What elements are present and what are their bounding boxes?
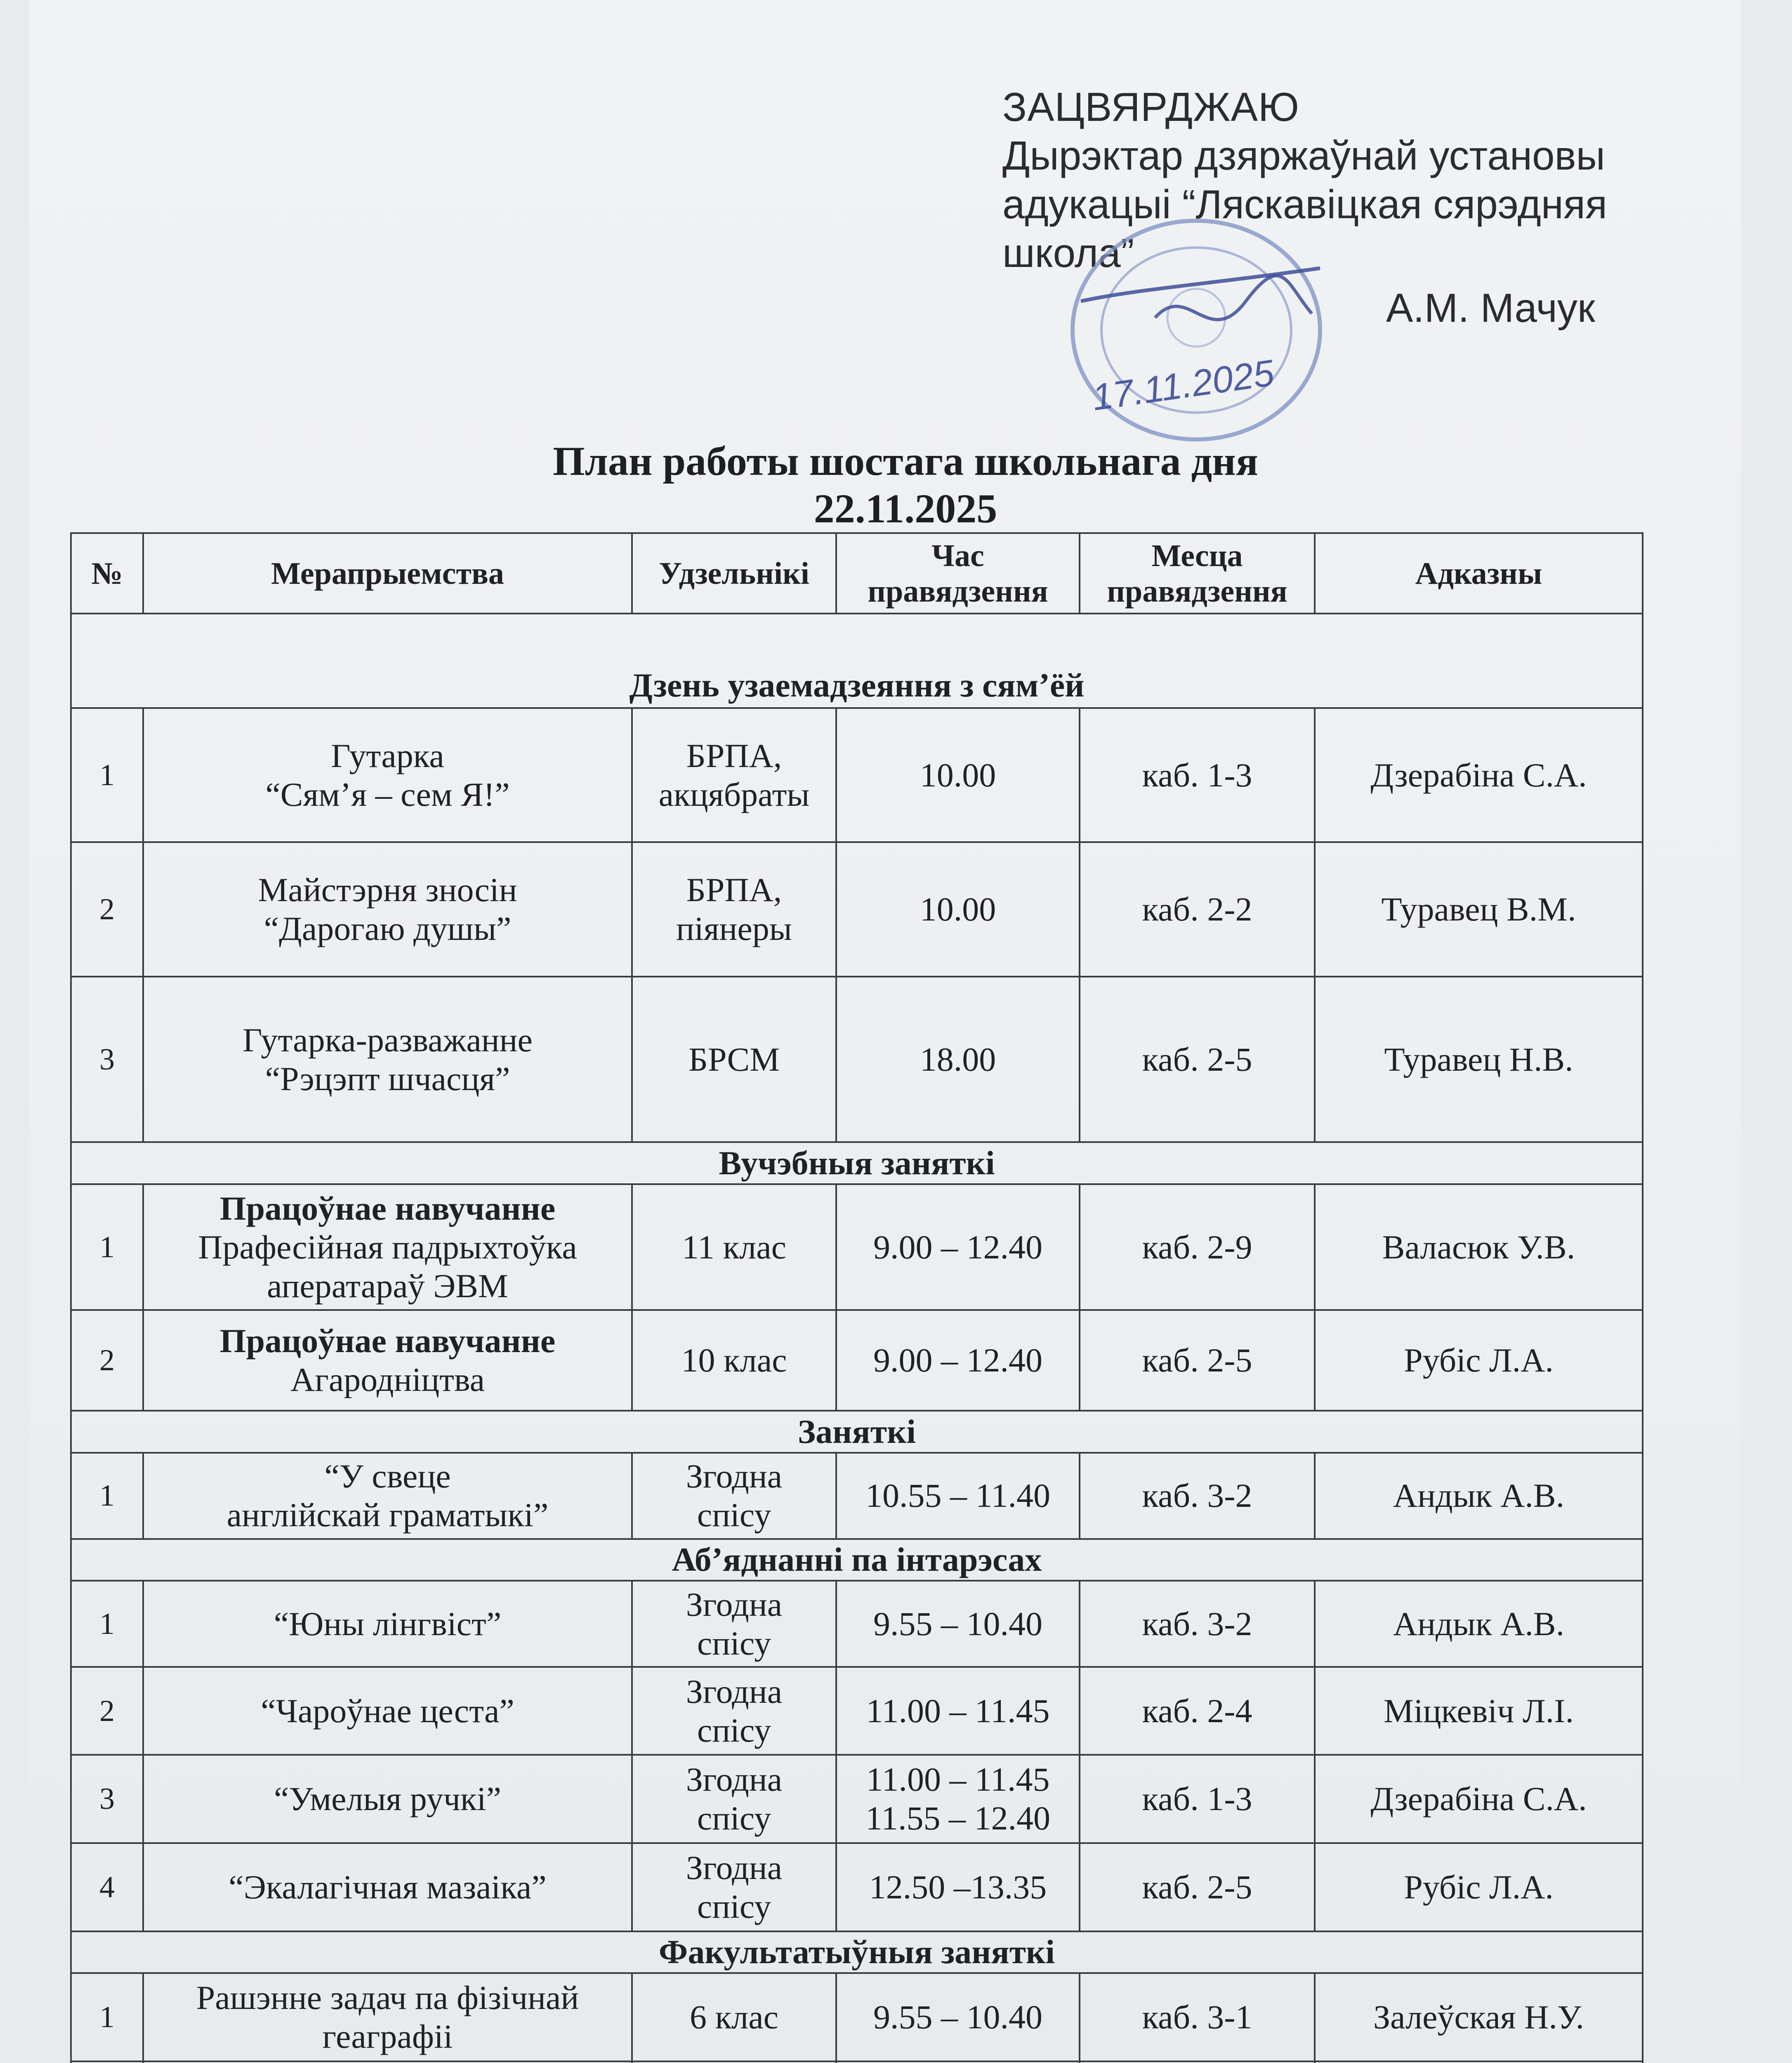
place-cell: каб. 2-5 [1080, 1310, 1315, 1411]
time-cell [836, 708, 1080, 842]
participants-line: Згодна [686, 1672, 783, 1710]
time-cell [836, 1973, 1080, 2061]
section-title: Заняткі [71, 1411, 1643, 1453]
event-line: “Экалагічная мазаіка” [229, 1868, 547, 1906]
participants-cell [632, 1755, 836, 1843]
participants-line: БРПА, [686, 736, 782, 774]
table-header-row [71, 533, 1643, 614]
header-place: Месца правядзення [1080, 533, 1315, 614]
event-cell [143, 1973, 632, 2061]
section-row [71, 1539, 1643, 1581]
responsible-cell: Залеўская Н.У. [1315, 1973, 1643, 2061]
event-line: Гутарка [331, 736, 444, 774]
participants-line: 10 клас [681, 1341, 787, 1379]
participants-line: 11 клас [681, 1228, 786, 1266]
section-row [71, 614, 1643, 708]
responsible-cell: Андык А.В. [1315, 1453, 1643, 1539]
row-number: 1 [71, 1453, 143, 1539]
plan-table [70, 532, 1643, 2063]
page-title: План работы шостага школьнага дня [553, 438, 1258, 484]
participants-line: БРСМ [688, 1040, 780, 1078]
time-cell [836, 1453, 1080, 1539]
event-cell [143, 1667, 632, 1755]
time-cell [836, 1755, 1080, 1843]
event-cell [143, 1184, 632, 1310]
responsible-cell: Туравец Н.В. [1315, 977, 1643, 1142]
event-line: “Сям’я – сем Я!” [265, 775, 510, 813]
time-line: 9.55 – 10.40 [873, 1605, 1042, 1643]
responsible-cell: Дзерабіна С.А. [1315, 1755, 1643, 1843]
event-cell [143, 2061, 632, 2063]
place-cell [1080, 2061, 1315, 2063]
responsible-cell: Міцкевіч Л.І. [1315, 1667, 1643, 1755]
time-cell [836, 1581, 1080, 1667]
approval-line-3: школа” [1002, 230, 1134, 276]
participants-line: акцябраты [658, 775, 810, 813]
approval-line-1: Дырэктар дзяржаўнай установы [1002, 133, 1605, 178]
place-cell: каб. 2-5 [1080, 1843, 1315, 1931]
event-line: Гутарка-разважанне [243, 1021, 533, 1059]
responsible-cell: Дзерабіна С.А. [1315, 708, 1643, 842]
participants-cell [632, 1667, 836, 1755]
section-row [71, 1142, 1643, 1184]
time-line: 10.55 – 11.40 [865, 1477, 1050, 1515]
table-row [71, 1581, 1643, 1667]
participants-line: БРПА, [686, 871, 782, 909]
time-line: 11.00 – 11.45 [866, 1761, 1050, 1799]
event-cell [143, 1310, 632, 1411]
time-cell [836, 1310, 1080, 1411]
participants-line: спісу [697, 1799, 771, 1837]
section-title: Аб’яднанні па інтарэсах [71, 1539, 1643, 1581]
event-cell [143, 1581, 632, 1667]
participants-cell [632, 2061, 836, 2063]
participants-cell [632, 1973, 836, 2061]
event-cell [143, 1755, 632, 1843]
section-row [71, 1411, 1643, 1453]
time-line: 9.00 – 12.40 [873, 1228, 1042, 1266]
section-title: Факультатыўныя заняткі [71, 1931, 1643, 1973]
table-row [71, 977, 1643, 1142]
participants-line: спісу [697, 1496, 771, 1534]
event-line: аператараў ЭВМ [267, 1267, 508, 1305]
table-row [71, 1843, 1643, 1931]
table-row [71, 1310, 1643, 1411]
event-line: “У свеце [324, 1457, 451, 1495]
row-number: 3 [71, 977, 143, 1142]
responsible-cell: Туравец В.М. [1315, 842, 1643, 976]
event-line: Майстэрня зносін [258, 871, 517, 909]
row-number [71, 2061, 143, 2063]
event-line: Рашэнне задач па фізічнай [196, 1979, 579, 2016]
event-cell [143, 1843, 632, 1931]
participants-line: Згодна [686, 1761, 783, 1799]
event-cell [143, 708, 632, 842]
seal-stamp-icon [1031, 219, 1361, 450]
participants-cell [632, 977, 836, 1142]
table-row [71, 842, 1643, 976]
header-responsible: Адказны [1315, 533, 1643, 614]
section-row [71, 1931, 1643, 1973]
participants-line: Згодна [686, 1848, 783, 1886]
participants-line: спісу [697, 1711, 771, 1749]
event-line: “Чароўнае цеста” [261, 1692, 514, 1730]
event-line: “Юны лінгвіст” [274, 1605, 502, 1643]
header-participants: Удзельнікі [632, 533, 836, 614]
participants-cell [632, 1184, 836, 1310]
event-line: англійскай граматыкі” [226, 1496, 549, 1534]
table-row [71, 1973, 1643, 2061]
table-row [71, 1755, 1643, 1843]
participants-cell [632, 1310, 836, 1411]
participants-line: Згодна [686, 1457, 783, 1495]
row-number: 1 [71, 1581, 143, 1667]
event-cell [143, 977, 632, 1142]
time-line: 10.00 [920, 890, 996, 928]
time-line: 12.50 –13.35 [869, 1868, 1047, 1906]
event-cell [143, 1453, 632, 1539]
participants-line: піянеры [676, 910, 792, 947]
row-number: 1 [71, 1184, 143, 1310]
event-line: Прафесійная падрыхтоўка [198, 1228, 577, 1266]
row-number: 3 [71, 1755, 143, 1843]
responsible-cell: Андык А.В. [1315, 1581, 1643, 1667]
time-line: 9.55 – 10.40 [873, 1998, 1042, 2036]
time-line: 11.55 – 12.40 [865, 1799, 1050, 1837]
time-cell [836, 977, 1080, 1142]
participants-cell [632, 708, 836, 842]
approval-line-2: адукацыі “Ляскавіцкая сярэдняя [1002, 182, 1607, 227]
responsible-cell: Рубіс Л.А. [1315, 1310, 1643, 1411]
event-line: “Дарогаю душы” [264, 910, 512, 947]
place-cell: каб. 2-9 [1080, 1184, 1315, 1310]
time-line: 11.00 – 11.45 [866, 1692, 1050, 1730]
row-number: 1 [71, 1973, 143, 2061]
header-event: Мерапрыемства [143, 533, 632, 614]
row-number: 1 [71, 708, 143, 842]
participants-line: 6 клас [689, 1998, 779, 2036]
participants-line: спісу [697, 1624, 771, 1662]
event-line: Агароднiцтва [290, 1361, 485, 1399]
stamp-date: 17.11.2025 [1089, 352, 1277, 419]
place-cell: каб. 1-3 [1080, 708, 1315, 842]
page-date: 22.11.2025 [813, 486, 997, 531]
header-time: Час правядзення [836, 533, 1080, 614]
place-cell: каб. 3-1 [1080, 1973, 1315, 2061]
time-cell [836, 1667, 1080, 1755]
place-cell: каб. 2-4 [1080, 1667, 1315, 1755]
time-line: 9.00 – 12.40 [873, 1341, 1042, 1379]
row-number: 2 [71, 842, 143, 976]
participants-cell [632, 1843, 836, 1931]
place-cell: каб. 1-3 [1080, 1755, 1315, 1843]
place-cell: каб. 3-2 [1080, 1453, 1315, 1539]
place-cell: каб. 3-2 [1080, 1581, 1315, 1667]
row-number: 2 [71, 1310, 143, 1411]
event-cell [143, 842, 632, 976]
place-cell: каб. 2-5 [1080, 977, 1315, 1142]
approval-heading: ЗАЦВЯРДЖАЮ [1002, 84, 1299, 130]
participants-cell [632, 1581, 836, 1667]
row-number: 2 [71, 1667, 143, 1755]
event-category: Працоўнае навучанне [219, 1322, 556, 1360]
participants-cell [632, 1453, 836, 1539]
time-cell [836, 1184, 1080, 1310]
responsible-cell: Валасюк У.В. [1315, 1184, 1643, 1310]
event-line: “Рэцэпт шчасця” [265, 1060, 510, 1098]
participants-cell [632, 842, 836, 976]
place-cell: каб. 2-2 [1080, 842, 1315, 976]
participants-line: Згодна [686, 1585, 783, 1623]
table-row [71, 2061, 1643, 2063]
header-num: № [71, 533, 143, 614]
responsible-cell: Рубіс Л.А. [1315, 1843, 1643, 1931]
time-cell [836, 842, 1080, 976]
participants-line: спісу [697, 1887, 771, 1925]
time-line: 18.00 [920, 1040, 996, 1078]
table-row [71, 1667, 1643, 1755]
table-row [71, 1453, 1643, 1539]
signer-name: А.М. Мачук [1386, 285, 1595, 330]
row-number: 4 [71, 1843, 143, 1931]
responsible-cell [1315, 2061, 1643, 2063]
event-category: Працоўнае навучанне [219, 1189, 556, 1227]
time-cell [836, 1843, 1080, 1931]
section-title: Вучэбныя заняткі [71, 1142, 1643, 1184]
table-row [71, 708, 1643, 842]
time-line: 10.00 [920, 756, 996, 794]
event-line: “Умелыя ручкі” [274, 1780, 501, 1818]
section-title: Дзень узаемадзеяння з сям’ёй [71, 614, 1643, 708]
event-line: геаграфіі [322, 2018, 453, 2055]
time-cell [836, 2061, 1080, 2063]
table-row [71, 1184, 1643, 1310]
